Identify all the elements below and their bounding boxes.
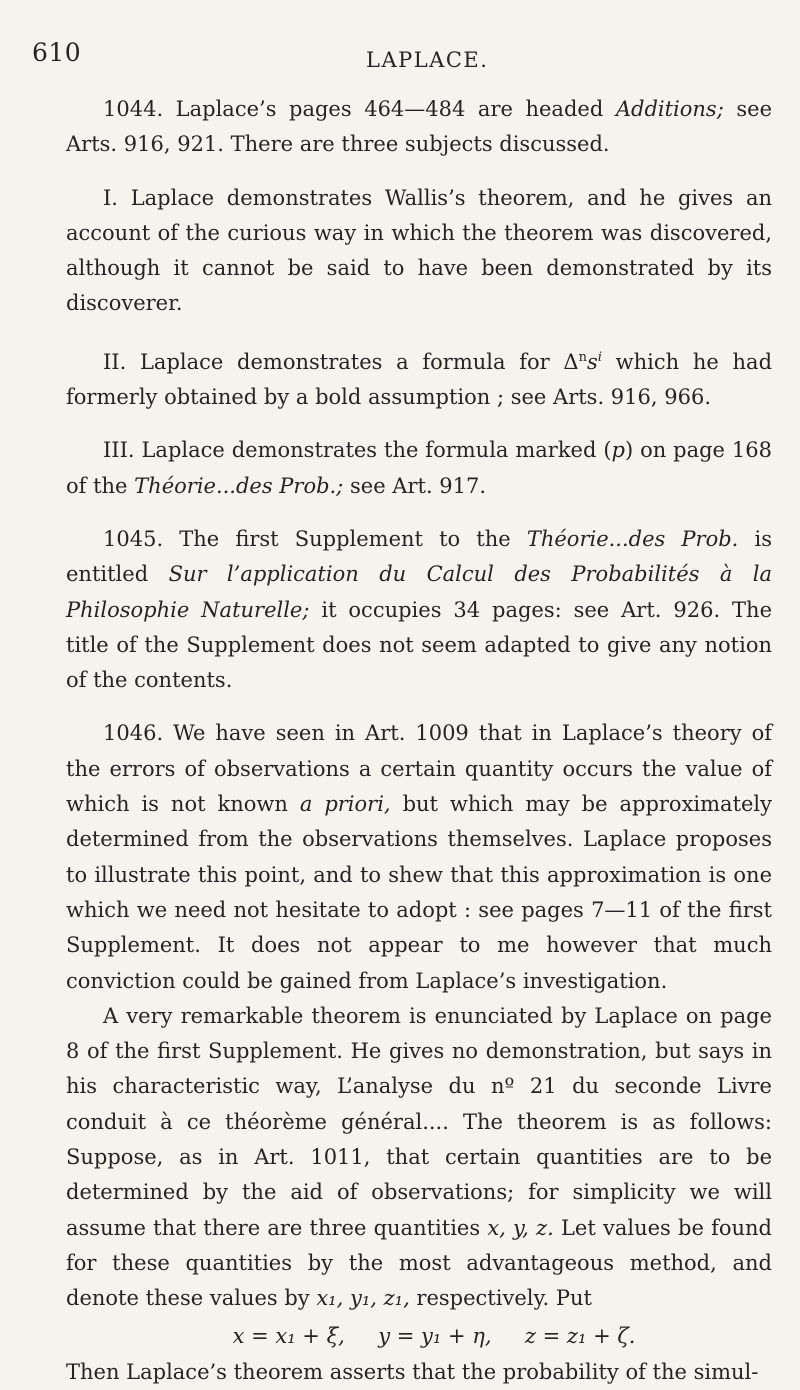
paragraph-1044: 1044. Laplace’s pages 464—484 are headed Additions; see Arts. 916, 921. There are three subjects discussed. [66,97,772,157]
equation-x: x = x₁ + ξ, [232,1323,345,1348]
paragraph-II: II. Laplace demonstrates a formula for $\Delta^ns^i$ which he had formerly obtained by a bold assumption ; see Arts. 916, 966. [66,349,773,410]
equation [96,1318,772,1354]
page-number: 610 [32,38,82,67]
paragraph-1045: 1045. The first Supplement to the Théorie...des Prob. is entitled Sur l’application du Calcul des Probabilités à la Philosophie Naturelle; it occupies 34 pages: see Art. 926. The title of the Supplement does not seem adapted to give any notion of the contents. [66,526,772,693]
page-body [66,92,772,1390]
paragraph-III: III. Laplace demonstrates the formula marked (p) on page 168 of the Théorie...des Prob.; see Art. 917. [66,438,772,498]
paragraph-theorem: A very remarkable theorem is enunciated by Laplace on page 8 of the first Supplement. He gives no demonstration, but says in his characteristic way, L’analyse du nº 21 du seconde Livre conduit à ce théorème général.... The theorem is as follows: Suppose, as in Art. 1011, that certain quantities are to be determined by the aid of observations; for simplicity we will assume that there are three quantities x, y, z. Let values be found for these quantities by the most advantageous method, and denote these values by x₁, y₁, z₁, respectively. Put [66,1003,772,1311]
equation-z: z = z₁ + ζ. [524,1323,636,1348]
equation-y: y = y₁ + η, [378,1323,492,1348]
paragraph-last: Then Laplace’s theorem asserts that the probability of the simul- [66,1359,759,1384]
paragraph-1046: 1046. We have seen in Art. 1009 that in Laplace’s theory of the errors of observations a certain quantity occurs the value of which is not known a priori, but which may be approximately determined from the observations themselves. Laplace proposes to illustrate this point, and to shew that this approximation is one which we need not hesitate to adopt : see pages 7—11 of the first Supplement. It does not appear to me however that much conviction could be gained from Laplace’s investigation. [66,721,773,993]
running-head: LAPLACE. [366,48,489,72]
paragraph-I: I. Laplace demonstrates Wallis’s theorem, and he gives an account of the curious way in which the theorem was discovered, although it cannot be said to have been demonstrated by its discoverer. [66,185,772,316]
